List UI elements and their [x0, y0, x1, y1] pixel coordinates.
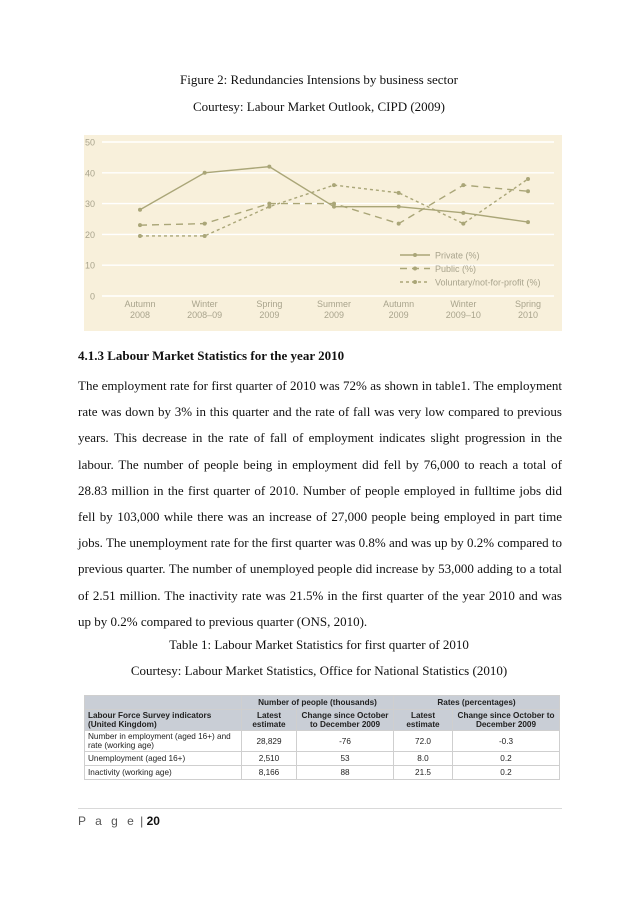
- data-point: [526, 189, 530, 193]
- y-tick-label: 50: [84, 137, 95, 148]
- col-header-people-change: Change since October to December 2009: [297, 710, 394, 731]
- data-point: [267, 205, 271, 209]
- table-cell: 8,166: [242, 766, 297, 780]
- table-row: [85, 731, 560, 752]
- data-point: [461, 183, 465, 187]
- data-point: [138, 223, 142, 227]
- y-tick-label: 0: [89, 291, 95, 302]
- page-separator: |: [140, 814, 144, 828]
- data-point: [332, 202, 336, 206]
- data-point: [267, 165, 271, 169]
- x-tick-label: 2008: [129, 310, 151, 320]
- page-number: 20: [146, 814, 160, 828]
- table-header-row: [85, 710, 560, 731]
- col-header-people-latest: Latest estimate: [242, 710, 297, 731]
- legend-marker: [413, 253, 417, 257]
- col-header-rate-change: Change since October to December 2009: [453, 710, 560, 731]
- table-cell: 28,829: [242, 731, 297, 752]
- col-header-rate-latest: Latest estimate: [394, 710, 453, 731]
- x-tick-label: 2009: [388, 310, 409, 320]
- table-source: Courtesy: Labour Market Statistics, Office for National Statistics (2010): [130, 663, 508, 678]
- figure-source: Courtesy: Labour Market Outlook, CIPD (2009): [192, 99, 446, 114]
- data-point: [397, 222, 401, 226]
- data-point: [526, 177, 530, 181]
- table-cell: 0.2: [453, 752, 560, 766]
- figure-caption: Figure 2: Redundancies Intensions by business sector: [179, 72, 458, 87]
- table-caption: Table 1: Labour Market Statistics for first quarter of 2010: [169, 637, 469, 652]
- legend-label: Private (%): [435, 250, 480, 261]
- page-label: P a g e: [78, 814, 137, 828]
- y-tick-label: 30: [84, 199, 95, 210]
- table-row: [85, 766, 560, 780]
- table-cell: Unemployment (aged 16+): [85, 752, 242, 766]
- table-row: [85, 752, 560, 766]
- data-point: [138, 208, 142, 212]
- y-tick-label: 40: [84, 168, 95, 179]
- data-point: [461, 211, 465, 215]
- table-group-header-row: [85, 696, 560, 710]
- legend-label: Voluntary/not-for-profit (%): [435, 277, 541, 288]
- footer-divider: [78, 808, 562, 809]
- table-cell: 0.2: [453, 766, 560, 780]
- group-header-rates: Rates (percentages): [394, 696, 560, 710]
- y-tick-label: 10: [84, 260, 95, 271]
- table-cell: -76: [297, 731, 394, 752]
- x-tick-label: Spring: [514, 299, 542, 309]
- data-point: [203, 222, 207, 226]
- group-header-people: Number of people (thousands): [242, 696, 394, 710]
- x-tick-label: 2010: [517, 310, 539, 320]
- table-cell: 8.0: [394, 752, 453, 766]
- section-paragraph: The employment rate for first quarter of 2010 was 72% as shown in table1. The employment rate was down by 3% in this quarter and the rate of fall was very low compared to previous years. This decrease in the rate of fall of employment indicates slight progression in the labour. The number of people being in employment did fell by 76,000 to reach a total of 28.83 million in the first quarter of 2010. Number of people employed in fulltime jobs did fell by 103,000 while there was an increase of 27,000 people being employed in part time jobs. The unemployment rate for the first quarter was 0.8% and was up by 0.2% compared to previous quarter. The number of unemployed people did increase by 53,000 adding to a total of 2.51 million. The inactivity rate was 21.5% in the first quarter of the year 2010 and was up by 0.2% compared to previous quarter (ONS, 2010).: [78, 378, 562, 629]
- table-cell: 2,510: [242, 752, 297, 766]
- data-point: [203, 234, 207, 238]
- legend-marker: [413, 280, 417, 284]
- x-tick-label: Winter: [450, 299, 477, 309]
- x-tick-label: Spring: [256, 299, 283, 309]
- x-tick-label: Summer: [316, 299, 352, 309]
- table-cell: 88: [297, 766, 394, 780]
- col-header-indicator: Labour Force Survey indicators (United Kingdom): [85, 710, 242, 731]
- line-chart: [84, 135, 562, 331]
- table-cell: Number in employment (aged 16+) and rate (working age): [85, 731, 242, 752]
- legend-label: Public (%): [435, 264, 477, 274]
- x-tick-label: Winter: [191, 299, 218, 309]
- data-point: [397, 205, 401, 209]
- section-heading: 4.1.3 Labour Market Statistics for the year 2010: [78, 348, 345, 363]
- x-tick-label: Autumn: [124, 299, 156, 309]
- x-tick-label: 2008–09: [187, 310, 223, 320]
- data-point: [138, 234, 142, 238]
- table-cell: 53: [297, 752, 394, 766]
- x-tick-label: 2009: [323, 310, 345, 320]
- x-tick-label: Autumn: [383, 299, 415, 309]
- x-tick-label: 2009–10: [445, 310, 481, 320]
- x-tick-label: 2009: [259, 310, 280, 320]
- data-point: [397, 191, 401, 195]
- table-cell: -0.3: [453, 731, 560, 752]
- table-cell: 72.0: [394, 731, 453, 752]
- labour-statistics-table: [84, 695, 560, 780]
- table-cell: Inactivity (working age): [85, 766, 242, 780]
- y-tick-label: 20: [84, 229, 95, 240]
- page-footer: [78, 814, 160, 828]
- table-cell: 21.5: [394, 766, 453, 780]
- data-point: [332, 183, 336, 187]
- data-point: [461, 222, 465, 226]
- legend-marker: [413, 267, 417, 271]
- data-point: [203, 171, 207, 175]
- data-point: [526, 220, 530, 224]
